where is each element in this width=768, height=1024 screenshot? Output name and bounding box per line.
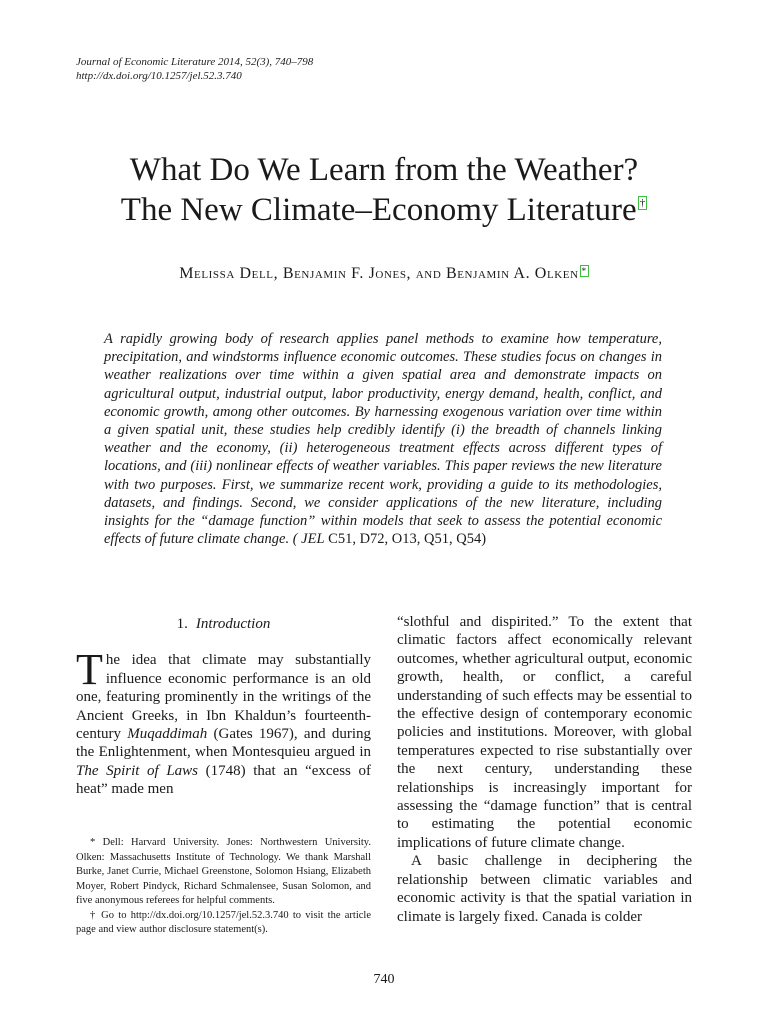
journal-citation: Journal of Economic Literature 2014, 52(3), 740–798: [76, 56, 314, 68]
left-column: [76, 615, 371, 799]
authors-text: Melissa Dell, Benjamin F. Jones, and Benjamin A. Olken: [179, 265, 579, 282]
section-number: 1.: [176, 616, 188, 632]
intro-text-end: (1748) that an “excess of heat” made men: [76, 762, 371, 798]
author-footnote-link[interactable]: *: [581, 266, 587, 276]
jel-label: JEL: [301, 531, 325, 548]
drop-cap: T: [76, 645, 103, 695]
right-paragraph-1: “slothful and dispirited.” To the extent that climatic factors affect economically relevant outcomes, whether agricultural output, economic growth, health, or conflict, a careful understanding of such effects may be essential to the effective design of contemporary economic policies and institutions. Moreover, with global temperatures expected to rise substantially over the next century, understanding these relationships is increasingly important for assessing the “damage function” that is central to estimating the potential economic implications of future climate change.: [397, 614, 692, 851]
footnote-disclosure: † Go to http://dx.doi.org/10.1257/jel.52.3.740 to visit the article page and view author disclosure statement(s).: [76, 909, 371, 935]
right-column: [397, 613, 692, 926]
doi-link[interactable]: http://dx.doi.org/10.1257/jel.52.3.740: [76, 70, 242, 82]
title-footnote-link[interactable]: †: [639, 197, 646, 209]
intro-text-start: he idea that climate may substantially influence economic performance is an old one, featuring prominently in the writings of the Ancient Greeks, in Ibn Khaldun’s fourteenth-century: [76, 652, 371, 743]
abstract-text: A rapidly growing body of research applies panel methods to examine how temperature, precipitation, and windstorms influence economic outcomes. These studies focus on changes in weather realizations over time within a given spatial area and demonstrate impacts on agricultural output, industrial output, labor productivity, energy demand, health, conflict, and economic growth, among other outcomes. By harnessing exogenous variation over time within a given spatial unit, these studies help credibly identify (i) the breadth of channels linking weather and the economy, (ii) heterogeneous treatment effects across different types of locations, and (iii) nonlinear effects of weather variables. This paper reviews the new literature with two purposes. First, we summarize recent work, providing a guide to its methodologies, datasets, and findings. Second, we consider applications of the new literature, including insights for the “damage function” within models that seek to assess the potential economic effects of future climate change. (: [104, 331, 662, 548]
intro-text-mid: (Gates 1967), and during the Enlightenment, when Montesquieu argued in: [76, 726, 372, 761]
jel-codes: C51, D72, O13, Q51, Q54): [324, 531, 487, 548]
book-title-muqaddimah: Muqaddimah: [127, 726, 208, 743]
book-title-spirit-of-laws: The Spirit of Laws: [76, 762, 199, 779]
section-name: Introduction: [195, 616, 271, 632]
title-line-1: What Do We Learn from the Weather?: [129, 152, 639, 188]
author-list: [40, 265, 728, 283]
abstract: [104, 330, 662, 548]
footnotes: [76, 836, 371, 938]
section-heading: [76, 615, 371, 633]
right-paragraph-2: A basic challenge in deciphering the relationship between climatic variables and economic activity is that the spatial variation in climate is largely fixed. Canada is colder: [397, 853, 692, 925]
footnote-affiliations: * Dell: Harvard University. Jones: Northwestern University. Olken: Massachusetts Institute of Technology. We thank Marshall Burke, Janet Currie, Michael Greenstone, Solomon Hsiang, Elizabeth Moyer, Robert Pindyck, Richard Schmalensee, Susan Solomon, and five anonymous referees for helpful comments.: [76, 837, 371, 906]
title-line-2: The New Climate–Economy Literature: [120, 192, 637, 228]
journal-header: [76, 55, 313, 83]
intro-paragraph: [76, 645, 372, 798]
paper-title: [40, 150, 728, 230]
page-number: 740: [373, 972, 395, 987]
